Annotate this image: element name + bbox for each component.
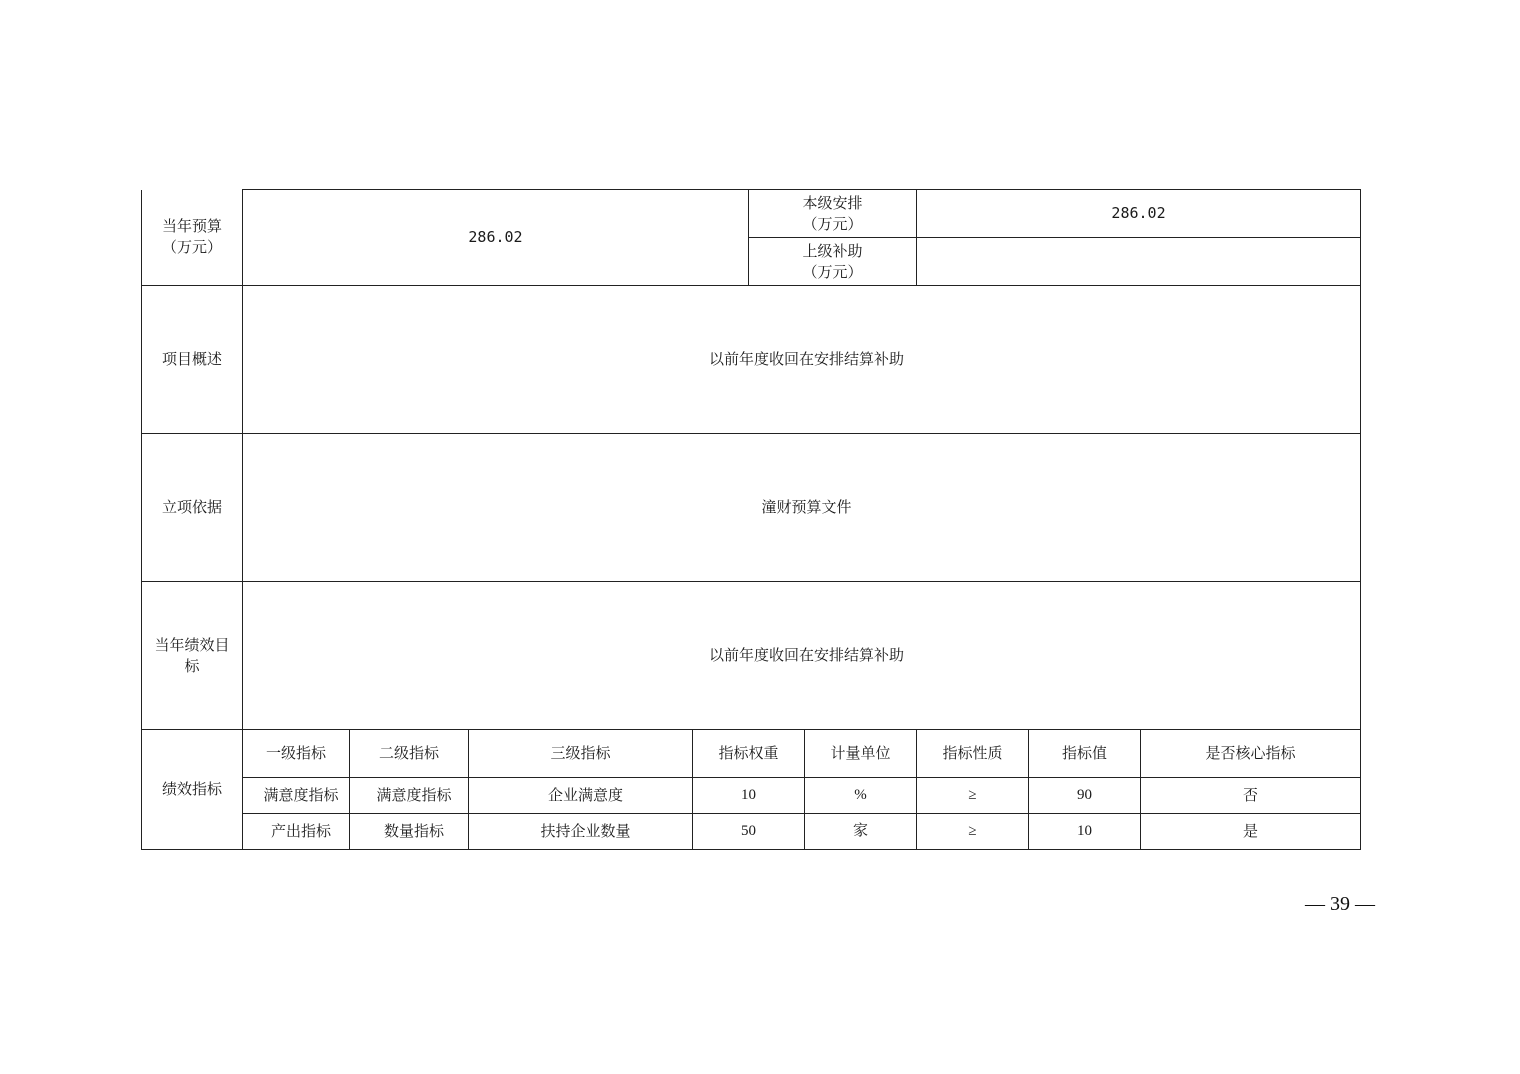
- indicators-label: 绩效指标: [142, 730, 243, 850]
- overview-label: 项目概述: [142, 286, 243, 434]
- header-nature: 指标性质: [917, 730, 1029, 778]
- budget-total-value: 286.02: [243, 190, 749, 286]
- header-level1: 一级指标: [243, 730, 350, 778]
- local-budget-label-line2: （万元）: [802, 214, 863, 233]
- header-weight: 指标权重: [693, 730, 805, 778]
- budget-table: [141, 189, 1361, 850]
- row1-unit: %: [805, 778, 917, 814]
- basis-text: 潼财预算文件: [243, 434, 1361, 582]
- budget-label-line2: （万元）: [161, 238, 222, 257]
- goal-label-line1: 当年绩效目: [154, 635, 230, 654]
- upper-subsidy-label: [749, 238, 917, 286]
- row1-weight: 10: [693, 778, 805, 814]
- row2-value: 10: [1029, 814, 1141, 850]
- row1-nature: ≥: [917, 778, 1029, 814]
- row1-core: 否: [1141, 778, 1361, 814]
- goal-label-line2: 标: [184, 656, 200, 675]
- row2-level2: 数量指标: [350, 814, 469, 850]
- upper-subsidy-value: [917, 238, 1361, 286]
- basis-label: 立项依据: [142, 434, 243, 582]
- row1-level2: 满意度指标: [350, 778, 469, 814]
- row2-nature: ≥: [917, 814, 1029, 850]
- row1-level1: 满意度指标: [243, 778, 350, 814]
- table-row: [142, 814, 1361, 850]
- upper-subsidy-label-line1: 上级补助: [802, 241, 863, 260]
- project-budget-sheet: [141, 189, 1360, 850]
- header-core: 是否核心指标: [1141, 730, 1361, 778]
- header-level3: 三级指标: [469, 730, 693, 778]
- header-value: 指标值: [1029, 730, 1141, 778]
- goal-text: 以前年度收回在安排结算补助: [243, 582, 1361, 730]
- row1-value: 90: [1029, 778, 1141, 814]
- upper-subsidy-label-line2: （万元）: [802, 262, 863, 281]
- table-row: [142, 778, 1361, 814]
- overview-text: 以前年度收回在安排结算补助: [243, 286, 1361, 434]
- local-budget-label-line1: 本级安排: [802, 193, 863, 212]
- row2-core: 是: [1141, 814, 1361, 850]
- budget-label: [142, 190, 243, 286]
- local-budget-label: [749, 190, 917, 238]
- budget-label-line1: 当年预算: [161, 217, 222, 236]
- goal-label: [142, 582, 243, 730]
- row2-level1: 产出指标: [243, 814, 350, 850]
- row2-weight: 50: [693, 814, 805, 850]
- row2-unit: 家: [805, 814, 917, 850]
- local-budget-value: 286.02: [917, 190, 1361, 238]
- row2-level3: 扶持企业数量: [469, 814, 693, 850]
- header-level2: 二级指标: [350, 730, 469, 778]
- header-unit: 计量单位: [805, 730, 917, 778]
- row1-level3: 企业满意度: [469, 778, 693, 814]
- page-number: — 39 —: [1305, 893, 1375, 915]
